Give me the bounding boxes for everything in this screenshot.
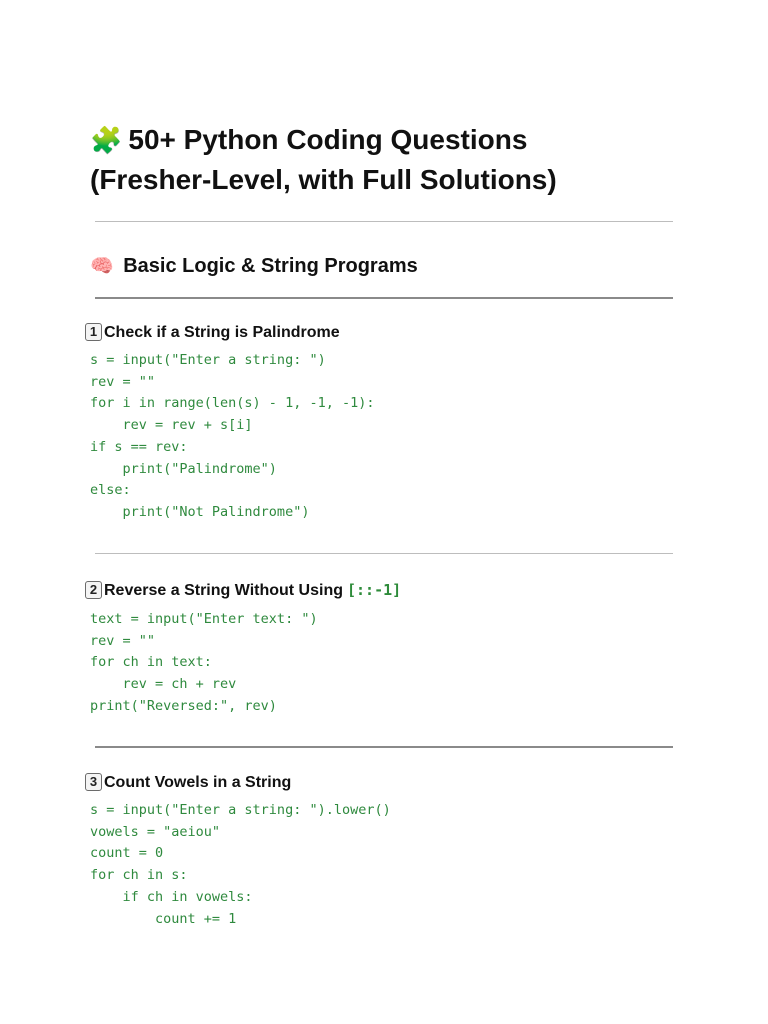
question-2-title: Reverse a String Without Using bbox=[104, 582, 343, 599]
question-2-code-block bbox=[90, 609, 318, 718]
code-line: rev = "" bbox=[90, 373, 156, 390]
question-3-title: Count Vowels in a String bbox=[104, 774, 292, 791]
code-line: for i in range(len(s) - 1, -1, -1): bbox=[90, 395, 375, 412]
code-line: print("Palindrome") bbox=[90, 460, 277, 477]
section-heading-text: Basic Logic & String Programs bbox=[123, 255, 418, 277]
code-line: else: bbox=[90, 482, 131, 499]
question-3-heading bbox=[85, 772, 291, 794]
code-line: print("Not Palindrome") bbox=[90, 503, 310, 520]
code-line: rev = ch + rev bbox=[90, 676, 237, 693]
code-line: vowels = "aeiou" bbox=[90, 823, 221, 840]
code-line: for ch in text: bbox=[90, 654, 212, 671]
keycap-number-1-icon: 1 bbox=[85, 323, 102, 341]
brain-icon: 🧠 bbox=[90, 256, 114, 277]
divider bbox=[95, 297, 673, 299]
question-1-title: Check if a String is Palindrome bbox=[104, 324, 340, 341]
code-line: count += 1 bbox=[90, 910, 237, 927]
title-line-2: (Fresher-Level, with Full Solutions) bbox=[90, 164, 557, 195]
question-1-heading bbox=[85, 322, 340, 344]
code-line: text = input("Enter text: ") bbox=[90, 611, 318, 627]
divider bbox=[95, 221, 673, 222]
code-line: print("Reversed:", rev) bbox=[90, 697, 277, 714]
keycap-number-2-icon: 2 bbox=[85, 581, 102, 599]
code-line: for ch in s: bbox=[90, 867, 188, 884]
code-line: if s == rev: bbox=[90, 438, 188, 455]
inline-code: [::-1] bbox=[347, 581, 402, 599]
question-1-code-block bbox=[90, 350, 374, 524]
question-3-code-block bbox=[90, 800, 391, 930]
document-title bbox=[90, 120, 690, 200]
question-2-heading bbox=[85, 579, 401, 602]
divider bbox=[95, 553, 673, 554]
keycap-number-3-icon: 3 bbox=[85, 773, 102, 791]
puzzle-piece-icon: 🧩 bbox=[90, 125, 123, 155]
code-line: s = input("Enter a string: ") bbox=[90, 352, 326, 368]
code-line: rev = "" bbox=[90, 632, 156, 649]
divider bbox=[95, 746, 673, 748]
code-line: count = 0 bbox=[90, 845, 164, 862]
code-line: if ch in vowels: bbox=[90, 888, 253, 905]
code-line: s = input("Enter a string: ").lower() bbox=[90, 802, 391, 818]
title-line-1: 50+ Python Coding Questions bbox=[128, 124, 528, 155]
code-line: rev = rev + s[i] bbox=[90, 417, 253, 434]
section-heading bbox=[90, 252, 418, 281]
